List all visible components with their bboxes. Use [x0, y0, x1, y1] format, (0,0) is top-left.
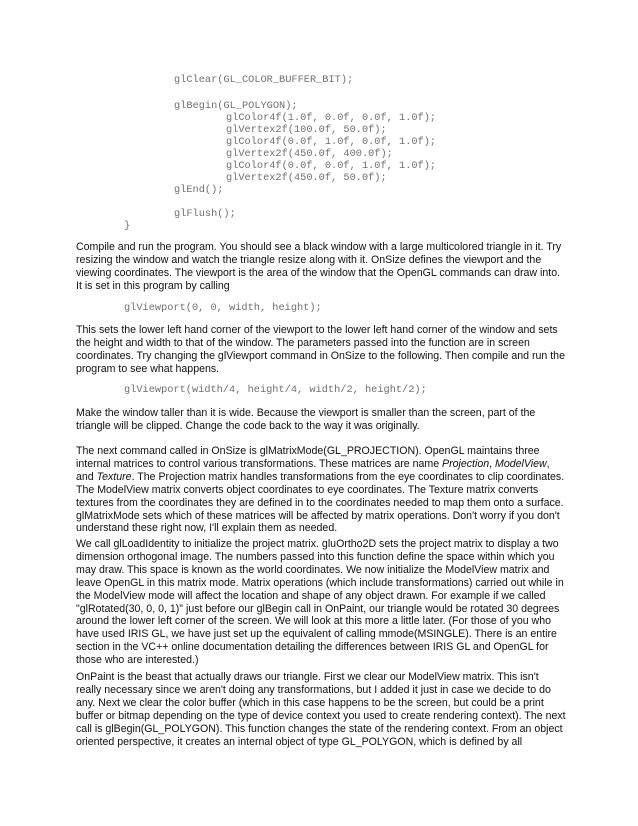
code-snippet: glViewport(width/4, height/4, width/2, height/2); — [124, 384, 427, 396]
code-line: } — [124, 220, 131, 232]
text-run: , — [489, 457, 496, 470]
paragraph: OnPaint is the beast that actually draws our triangle. First we clear our ModelView matrix. This isn't really necessary since we aren't doing any transformations, but I added it just in case we decide to do any. Next we clear the color buffer (which in this case happens to be the screen, but could be a print buffer or bitmap depending on the type of device context you used to create rendering context). The next call is glBegin(GL_POLYGON). This function changes the state of the rendering context. From an object oriented perspective, it creates an internal object of type GL_POLYGON, which is defined by all — [76, 671, 566, 748]
italic-term: Texture — [96, 470, 132, 483]
paragraph: This sets the lower left hand corner of the viewport to the lower left hand corner of the window and sets the height and width to that of the window. The parameters passed into the function are in screen coordinates. Try changing the glViewport command in OnSize to the following. Then compile and run the program to see what happens. — [76, 324, 565, 375]
code-line: glClear(GL_COLOR_BUFFER_BIT); — [174, 74, 354, 86]
paragraph — [76, 445, 566, 535]
italic-term: Projection — [442, 457, 490, 470]
italic-term: ModelView — [495, 457, 547, 470]
text-run: . The Projection matrix handles transformations from the eye coordinates to clip coordinates. The ModelView matrix converts object coordinates to eye coordinates. The Texture matrix converts textures from the coordinates they are defined in to the coordinates needed to map them onto a surface. glMatrixMode sets which of these matrices will be affected by matrix operations. Don't worry if you don't understand these right now, I'll explain them as needed. — [76, 470, 565, 535]
code-line: glVertex2f(450.0f, 50.0f); — [226, 172, 387, 184]
code-line: glBegin(GL_POLYGON); — [174, 100, 298, 112]
text-run: , and — [76, 457, 550, 483]
code-line: glVertex2f(450.0f, 400.0f); — [226, 148, 393, 160]
code-line: glVertex2f(100.0f, 50.0f); — [226, 124, 387, 136]
code-line: glColor4f(0.0f, 1.0f, 0.0f, 1.0f); — [226, 136, 437, 148]
paragraph: Compile and run the program. You should see a black window with a large multicolored triangle in it. Try resizing the window and watch the triangle resize along with it. OnSize defines the viewport and the viewing coordinates. The viewport is the area of the window that the OpenGL commands can draw into. It is set in this program by calling — [76, 241, 562, 292]
paragraph: We call glLoadIdentity to initialize the project matrix. gluOrtho2D sets the project matrix to display a two dimension orthogonal image. The numbers passed into this function define the space within which you may draw. This space is known as the world coordinates. We now initialize the ModelView matrix and leave OpenGL in this matrix mode. Matrix operations (which include transformations) carried out while in the ModelView mode will affect the location and shape of any object drawn. For example if we called "glRotated(30, 0, 0, 1)" just before our glBegin call in OnPaint, our triangle would be rotated 30 degrees around the lower left corner of the screen. We will look at this more a little later. (For those of you who have used IRIS GL, we have just set up the equivalent of calling mmode(MSINGLE). There is an entire section in the VC++ online documentation detailing the differences between IRIS GL and OpenGL for those who are interested.) — [76, 538, 564, 667]
paragraph: Make the window taller than it is wide. Because the viewport is smaller than the screen, part of the triangle will be clipped. Change the code back to the way it was originally. — [76, 407, 536, 432]
text-run: The next command called in OnSize is glMatrixMode(GL_PROJECTION). OpenGL maintains three internal matrices to control various transformations. These matrices are name — [76, 445, 540, 470]
code-line: glColor4f(1.0f, 0.0f, 0.0f, 1.0f); — [226, 112, 437, 124]
code-line: glEnd(); — [174, 184, 224, 196]
code-line: glColor4f(0.0f, 0.0f, 1.0f, 1.0f); — [226, 160, 437, 172]
code-line: glFlush(); — [174, 208, 236, 220]
code-snippet: glViewport(0, 0, width, height); — [124, 302, 322, 314]
